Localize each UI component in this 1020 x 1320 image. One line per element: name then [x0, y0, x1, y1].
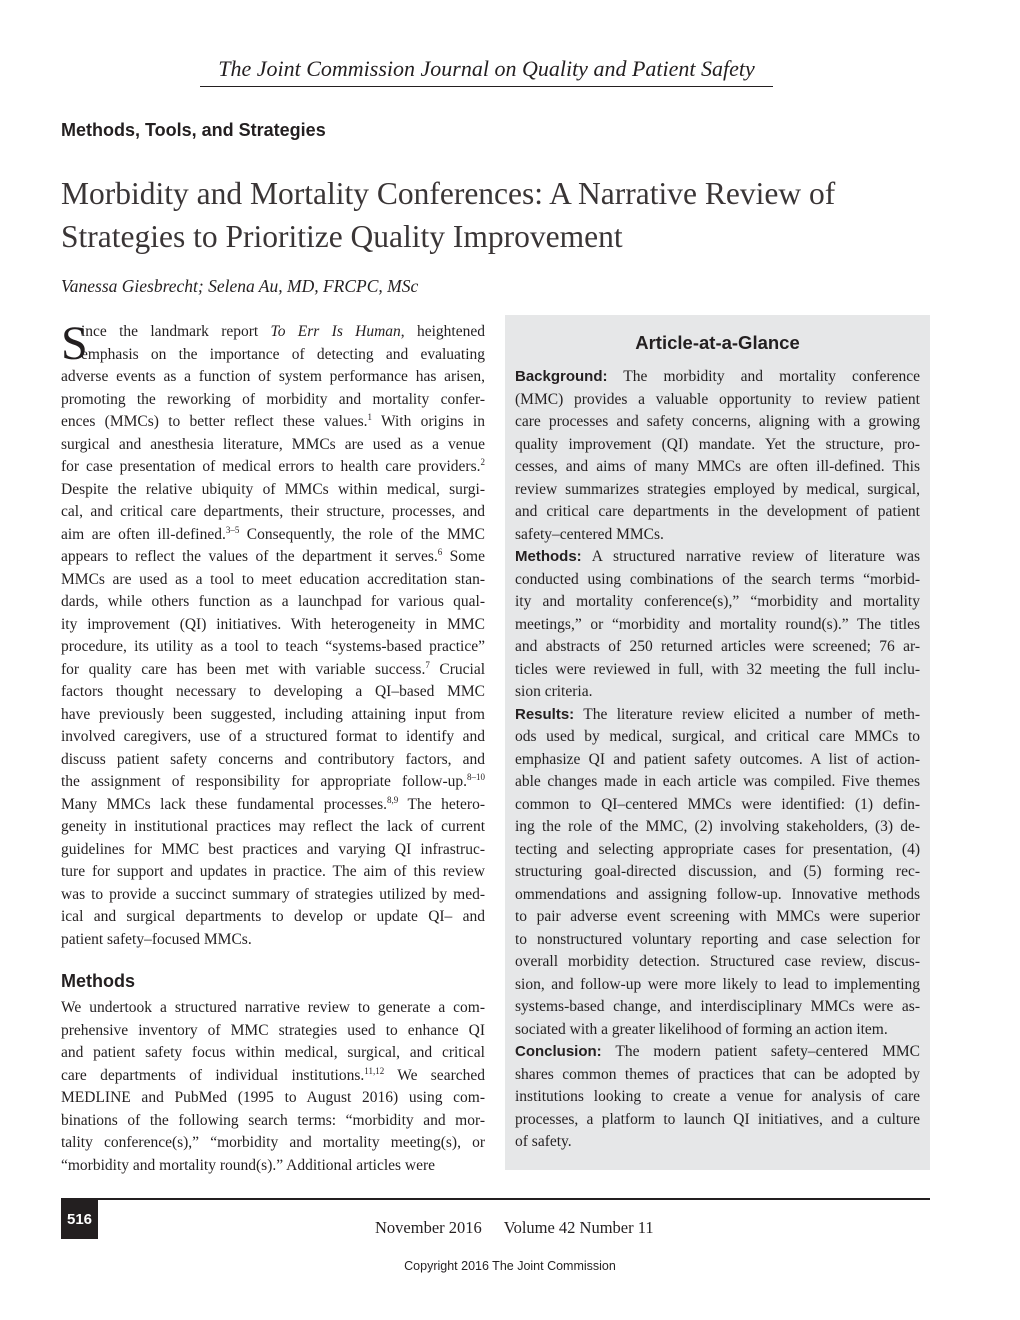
text-line: binations of the following search terms: “morbidity and mor- [61, 1111, 485, 1129]
text-line: sion, and follow-up were more likely to lead to implementing [515, 975, 920, 993]
glance-subheading: Results: [515, 705, 575, 723]
text-line: and patient safety focus within medical, surgical, and critical [61, 1044, 485, 1061]
text-line: able changes made in each article was compiled. Five themes [515, 773, 920, 790]
article-at-a-glance-box [505, 315, 930, 1170]
text-line: to pair adverse event screening with MMCs were superior [515, 908, 920, 925]
article-title-line: Morbidity and Mortality Conferences: A Narrative Review of [61, 176, 836, 211]
text-line: ical and surgical departments to develop or update QI– and [61, 908, 485, 925]
glance-subheading: Background: [515, 368, 608, 385]
text-line: sociated with a greater likelihood of forming an action item. [515, 1020, 888, 1038]
text-line: discuss patient safety concerns and contributory factors, and [61, 750, 485, 768]
text-line: Methods: A structured narrative review of literature was [515, 548, 920, 565]
text-line: and critical care departments in the development of patient [515, 503, 920, 520]
text-line: quality improvement (QI) mandate. Yet the structure, pro- [515, 435, 920, 453]
volume-number: Volume 42 Number 11 [503, 1218, 654, 1237]
text-line: MEDLINE and PubMed (1995 to August 2016) using com- [61, 1089, 485, 1106]
text-line: emphasize QI and patient safety outcomes. A list of action- [515, 750, 920, 768]
page-number: 516 [61, 1200, 98, 1239]
text-line: “morbidity and mortality round(s).” Additional articles were [61, 1156, 436, 1174]
text-line: surgical and anesthesia literature, MMCs are used as a venue [61, 435, 485, 453]
section-label: Methods, Tools, and Strategies [61, 120, 326, 140]
glance-title: Article-at-a-Glance [635, 332, 800, 353]
text-line: review summarizes strategies employed by medical, surgical, [515, 480, 920, 498]
text-line: institutions looking to create a venue for analysis of care [515, 1088, 920, 1105]
intro-text [61, 317, 486, 951]
text-line: have previously been suggested, including attaining input from [61, 705, 485, 723]
text-line: (MMC) provides a valuable opportunity to review patient [515, 390, 920, 408]
glance-subheading: Conclusion: [515, 1043, 602, 1060]
text-line: emphasis on the importance of detecting and evaluating [81, 345, 485, 363]
text-line: was to provide a succinct summary of strategies utilized by med- [61, 885, 485, 903]
issue-info [375, 1218, 654, 1238]
issue-date: November 2016 [375, 1218, 482, 1237]
text-line: ity and mortality conference(s),” “morbidity and mortality [515, 593, 920, 610]
text-line: cesses, and aims of many MMCs are often ill-defined. This [515, 458, 920, 475]
text-line: ture for support and updates in practice. The aim of this review [61, 863, 485, 880]
text-line: and abstracts of 250 returned articles were screened; 76 ar- [515, 638, 920, 655]
text-line: meetings,” or “morbidity and mortality round(s).” The titles [515, 615, 920, 633]
text-line: ince the landmark report To Err Is Human, heightened [81, 323, 485, 340]
text-line: geneity in institutional practices may reflect the lack of current [61, 818, 485, 835]
text-line: conducted using combinations of the search terms “morbid- [515, 570, 920, 588]
text-line: to nonstructured voluntary reporting and case selection for [515, 930, 920, 948]
article-title-line: Strategies to Prioritize Quality Improvement [61, 219, 623, 254]
article-title [61, 172, 921, 258]
text-line: for quality care has been met with variable success.$^7$ Crucial [61, 659, 486, 678]
methods-text [61, 997, 485, 1177]
text-line: We undertook a structured narrative review to generate a com- [61, 999, 485, 1016]
text-line: adverse events as a function of system performance has arisen, [61, 368, 485, 385]
text-line: ing the role of the MMC, (2) involving stakeholders, (3) de- [515, 818, 920, 835]
text-line: tecting and selecting appropriate cases for presentation, (4) [515, 840, 920, 858]
text-line: dards, while others function as a launchpad for various qual- [61, 593, 485, 610]
text-line: systems-based change, and interdisciplinary MMCs were as- [515, 998, 920, 1015]
text-line: promoting the reworking of morbidity and mortality confer- [61, 390, 485, 408]
text-line: procedure, its utility as a tool to teach “systems-based practice” [61, 638, 485, 655]
author-list: Vanessa Giesbrecht; Selena Au, MD, FRCPC, MSc [61, 276, 419, 296]
glance-subheading: Methods: [515, 548, 582, 565]
text-line: sion criteria. [515, 683, 593, 700]
text-line: MMCs are used as a tool to meet education accreditation stan- [61, 570, 485, 588]
text-line: Background: The morbidity and mortality conference [515, 368, 920, 385]
text-line: Many MMCs lack these fundamental processes.$^{8,9}$ The hetero- [61, 794, 485, 813]
text-line: Results: The literature review elicited a number of meth- [515, 705, 920, 723]
text-line: shares common themes of practices that can be adopted by [515, 1065, 920, 1083]
drop-cap: S [61, 317, 88, 370]
text-line: ods used by medical, surgical, and critical care MMCs to [515, 728, 920, 745]
text-line: common to QI–centered MMCs were identified: (1) defin- [515, 795, 920, 813]
text-line: overall morbidity detection. Structured case review, discus- [515, 953, 920, 970]
text-line: aim are often ill-defined.$^{3-5}$ Consequently, the role of the MMC [61, 524, 485, 543]
text-line: Conclusion: The modern patient safety–centered MMC [515, 1043, 920, 1060]
text-line: the assignment of responsibility for appropriate follow-up.$^{8-10}$ [61, 772, 485, 790]
footer-rule [61, 1198, 930, 1200]
text-line: guidelines for MMC best practices and varying QI infrastruc- [61, 840, 485, 858]
methods-heading: Methods [61, 971, 135, 991]
text-line: tality conference(s),” “morbidity and mortality meeting(s), or [61, 1134, 485, 1151]
text-line: ticles were reviewed in full, with 32 meeting the full inclu- [515, 660, 920, 678]
journal-title: The Joint Commission Journal on Quality and Patient Safety [200, 56, 773, 87]
text-line: patient safety–focused MMCs. [61, 930, 252, 948]
text-line: structuring goal-directed discussion, and (5) forming rec- [515, 863, 920, 880]
text-line: Despite the relative ubiquity of MMCs within medical, surgi- [61, 480, 485, 498]
text-line: ommendations and assigning follow-up. Innovative methods [515, 885, 920, 903]
text-line: for case presentation of medical errors to health care providers.$^2$ [61, 457, 485, 475]
text-line: ity improvement (QI) initiatives. With heterogeneity in MMC [61, 615, 485, 633]
text-line: appears to reflect the values of the department it serves.$^6$ Some [61, 547, 485, 565]
text-line: prehensive inventory of MMC strategies used to enhance QI [61, 1021, 485, 1039]
copyright-notice: Copyright 2016 The Joint Commission [404, 1259, 616, 1273]
text-line: safety–centered MMCs. [515, 525, 664, 543]
text-line: processes, a platform to launch QI initiatives, and a culture [515, 1110, 920, 1128]
text-line: of safety. [515, 1133, 572, 1150]
text-line: cal, and critical care departments, their structure, processes, and [61, 503, 485, 520]
text-line: factors thought necessary to developing a QI–based MMC [61, 683, 485, 700]
text-line: involved caregivers, use of a structured format to identify and [61, 728, 485, 745]
text-line: care departments of individual institutions.$^{11,12}$ We searched [61, 1065, 485, 1084]
glance-text [515, 366, 920, 1154]
text-line: care processes and safety concerns, aligning with a growing [515, 413, 920, 430]
text-line: ences (MMCs) to better reflect these values.$^1$ With origins in [61, 412, 485, 430]
